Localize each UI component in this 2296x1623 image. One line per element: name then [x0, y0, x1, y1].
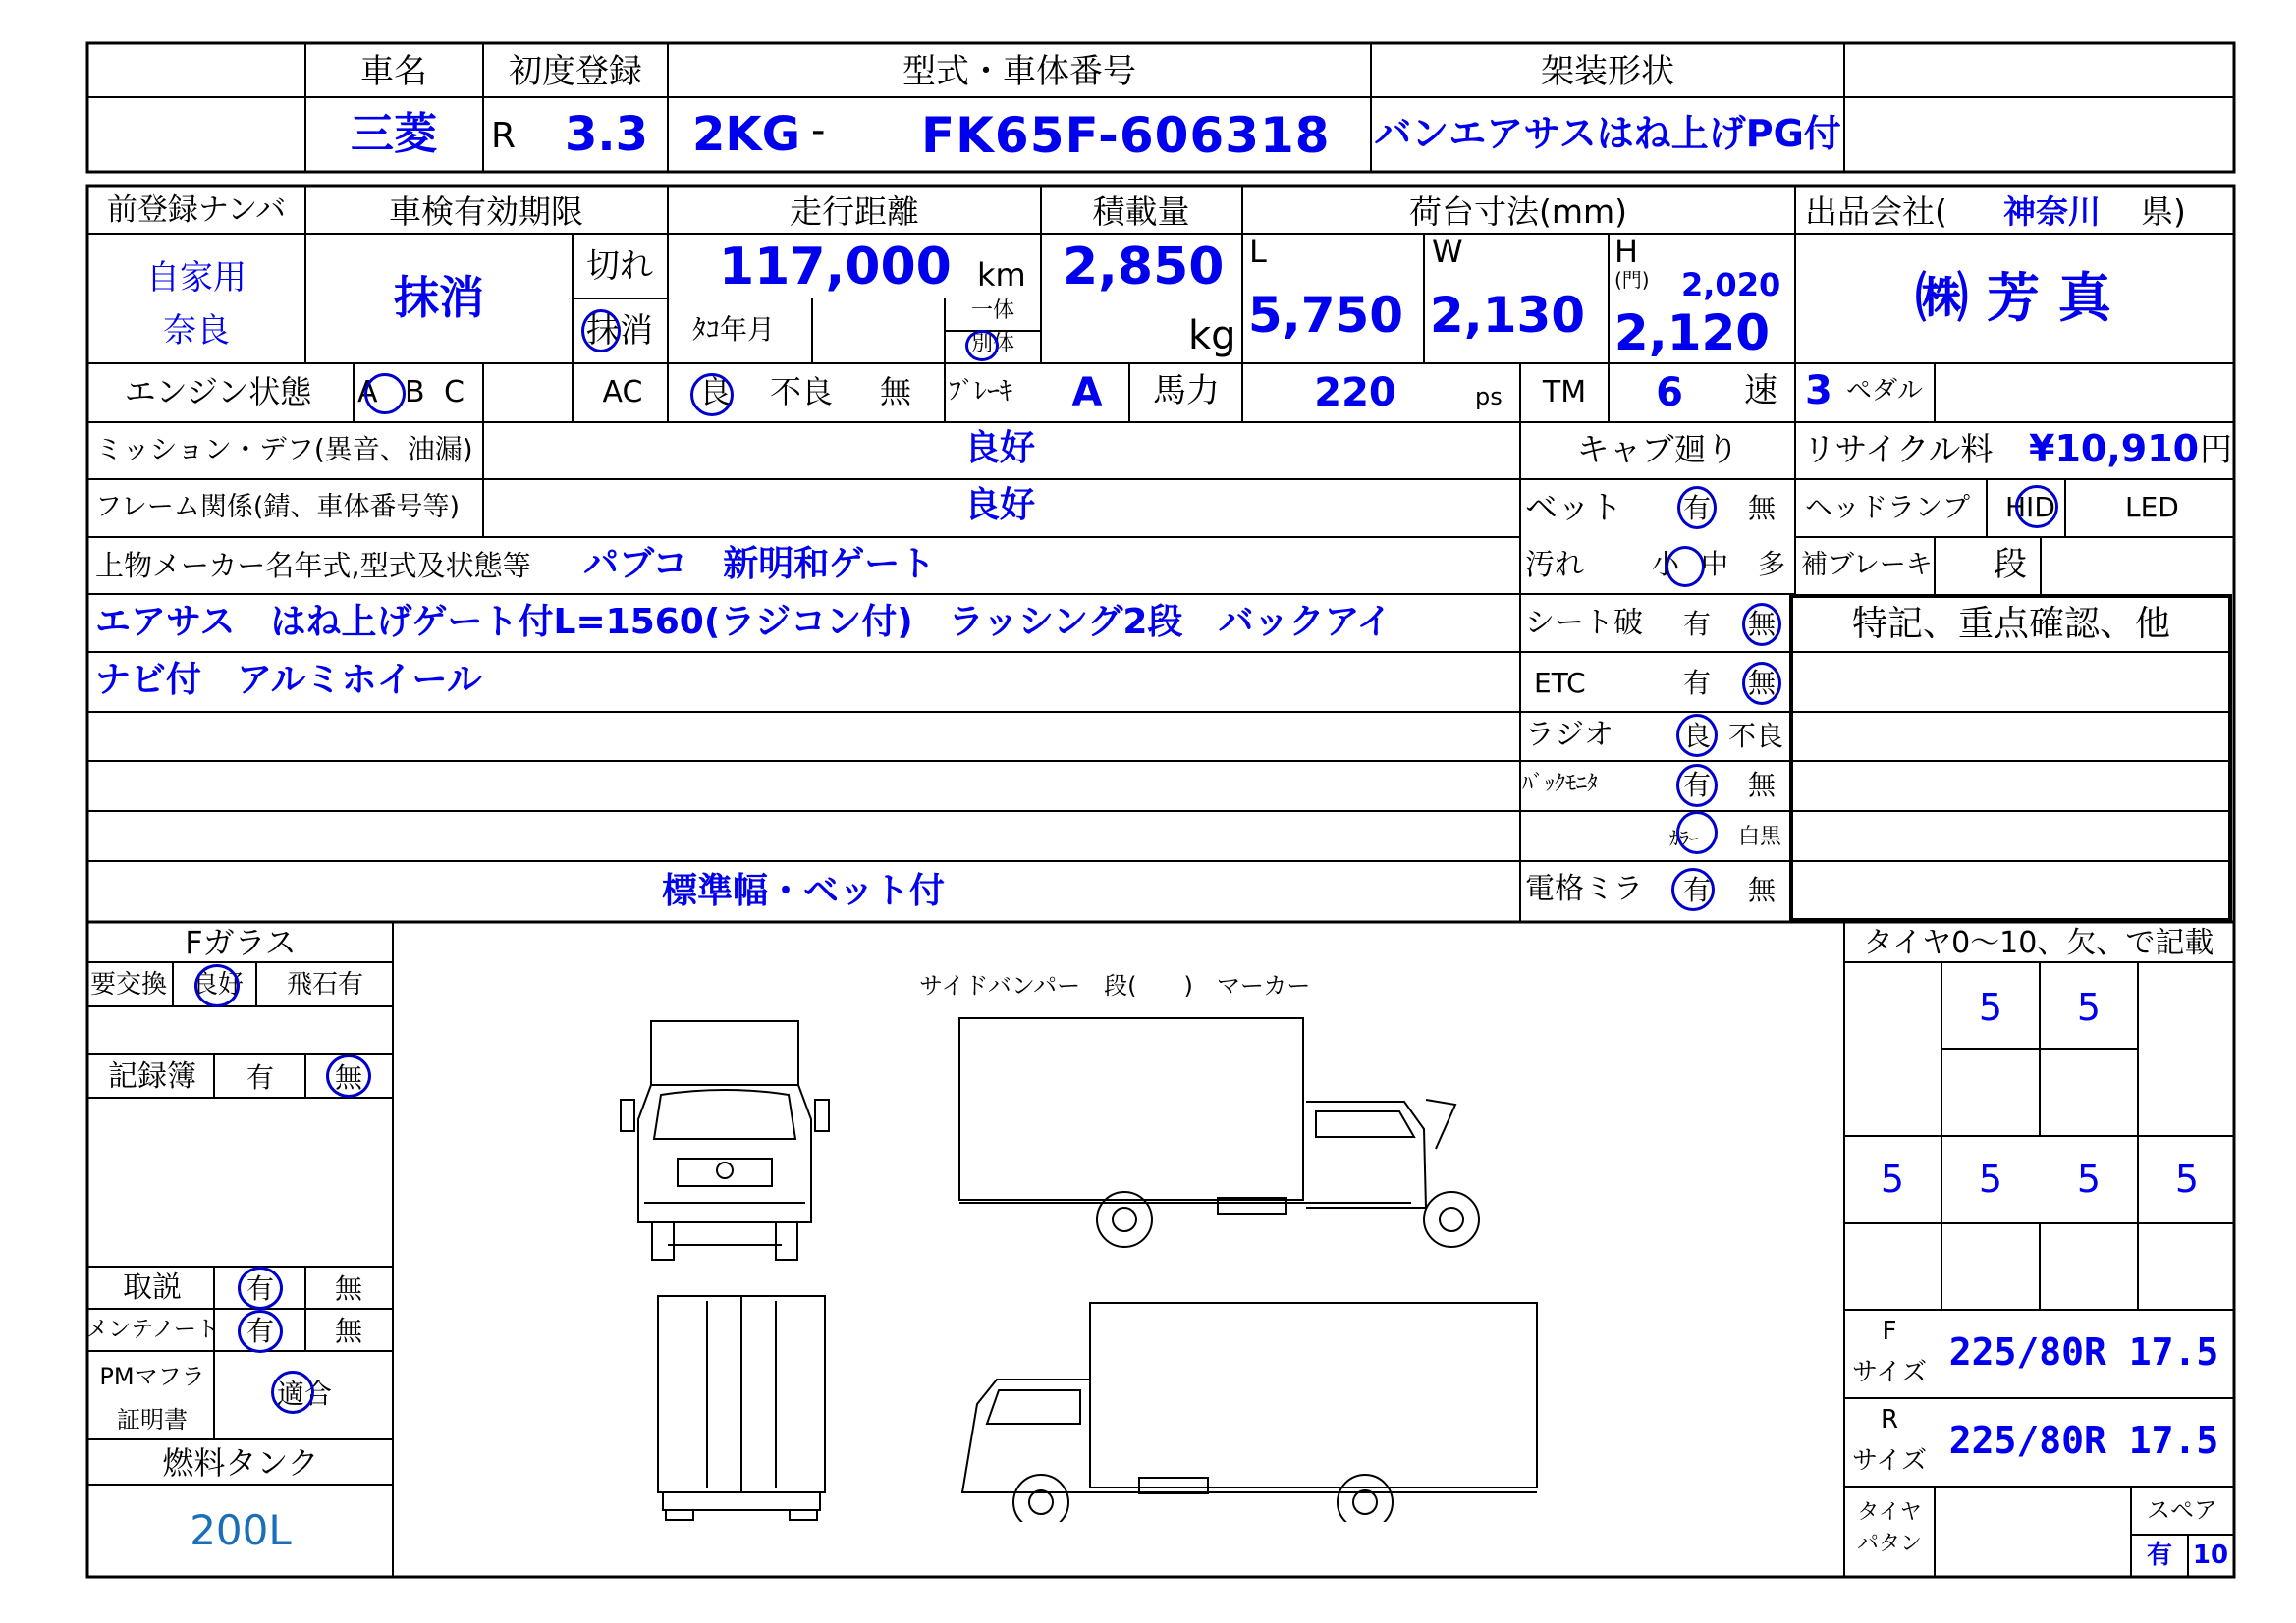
circle-mark: [364, 373, 406, 414]
hdr-model: 型式・車体番号: [902, 52, 1136, 91]
first-reg-date: 3.3: [565, 107, 649, 162]
ac-good: 良: [699, 373, 732, 410]
fglass-title: Fガラス: [185, 924, 297, 961]
hdr-dimensions: 荷台寸法(mm): [1408, 192, 1628, 231]
prefecture: 神奈川: [2003, 192, 2101, 231]
dirt-small: 小: [1652, 548, 1680, 580]
tire-rear-1: 5: [1880, 1158, 1905, 1201]
engine-a: A: [357, 375, 378, 409]
circle-mark: [271, 1371, 314, 1414]
record-yes: 有: [246, 1061, 275, 1094]
ac-label: AC: [602, 375, 643, 409]
truck-front-view: [621, 1021, 829, 1260]
radio-bad: 不良: [1728, 720, 1784, 752]
opt-expired: 切れ: [586, 246, 653, 286]
spare-yes: 有: [2146, 1541, 2173, 1570]
truck-side-view-right: [959, 1018, 1479, 1247]
circle-mark: [1677, 486, 1717, 529]
fglass-good: 良好: [192, 970, 245, 1000]
color-monitor: ｶﾗｰ: [1669, 827, 1699, 850]
manual-label: 取説: [123, 1271, 182, 1305]
circle-mark: [326, 1055, 371, 1098]
tire-front-right: 5: [2076, 986, 2102, 1029]
seat-yes: 有: [1683, 608, 1712, 640]
len-value: 5,750: [1247, 287, 1404, 344]
speed-label: 速: [1744, 371, 1777, 410]
tire-rear-2: 5: [1978, 1158, 2003, 1201]
truck-side-view-left: [962, 1303, 1537, 1522]
remarks-line-2: ナビ付 アルミホイール: [95, 660, 482, 700]
mirror-yes: 有: [1683, 874, 1712, 906]
model-dash: -: [811, 108, 826, 153]
radio-good: 良: [1683, 720, 1712, 752]
load-unit: kg: [1188, 313, 1236, 358]
circle-mark: [238, 1267, 283, 1310]
hdr-load: 積載量: [1092, 192, 1190, 231]
chassis-number: FK65F-606318: [921, 107, 1331, 164]
height-label: H: [1614, 233, 1639, 270]
circle-mark: [1671, 868, 1715, 911]
tire-title: タイヤ0～10、欠、で記載: [1863, 926, 2214, 960]
side-bumper-label: サイドバンパー 段( ) マーカー: [919, 972, 1311, 1000]
bed-yes: 有: [1683, 492, 1712, 524]
upper-value: パブコ 新明和ゲート: [583, 544, 936, 584]
backmonitor-yes: 有: [1683, 769, 1712, 801]
headlamp-hid: HID: [2005, 491, 2055, 523]
hdr-mileage: 走行距離: [790, 192, 919, 231]
circle-mark: [238, 1310, 283, 1353]
mileage-value: 117,000: [719, 238, 952, 297]
circle-mark: [690, 373, 734, 416]
pattern-label-1: タイヤ: [1857, 1500, 1922, 1525]
pm-ok: 適合: [276, 1378, 333, 1410]
truck-rear-view: [658, 1296, 825, 1520]
mirror-no: 無: [1748, 874, 1777, 906]
mirror-label: 電格ミラ: [1525, 872, 1643, 906]
etc-no: 無: [1748, 667, 1777, 699]
height-value: 2,120: [1613, 304, 1771, 361]
width-label: W: [1432, 233, 1463, 270]
inspection-status: 抹消: [394, 271, 484, 324]
mileage-unit: km: [977, 256, 1026, 294]
fuel-value: 200L: [190, 1506, 292, 1554]
hdr-maker: 車名: [360, 52, 427, 91]
frame-value: 良好: [963, 485, 1036, 525]
pref-suffix: 県): [2141, 192, 2186, 231]
aux-brake-value: 段: [1994, 545, 2027, 584]
radio-label: ラジオ: [1525, 718, 1613, 752]
headlamp-label: ヘッドランプ: [1805, 491, 1971, 523]
front-tire-size: 225/80R 17.5: [1948, 1330, 2219, 1374]
dirt-medium: 中: [1701, 548, 1729, 580]
hdr-body-type: 架装形状: [1541, 52, 1674, 91]
circle-mark: [581, 309, 621, 352]
front-size-f: F: [1882, 1317, 1897, 1346]
recycle-label: リサイクル料: [1803, 430, 1994, 468]
etc-label: ETC: [1534, 667, 1586, 699]
prev-use: 自家用: [146, 258, 246, 298]
remarks-line-1: エアサス はね上げゲート付L=1560(ラジコン付) ラッシング2段 バックアイ: [95, 602, 1393, 642]
headlamp-led: LED: [2125, 491, 2179, 523]
recycle-value: ¥10,910: [2029, 427, 2200, 470]
maker-value: 三菱: [351, 109, 437, 159]
circle-mark: [965, 330, 999, 361]
tacho-date-label: ﾀｺ年月: [692, 313, 776, 346]
rear-size-label: サイズ: [1852, 1446, 1927, 1476]
body-shape: バンエアサスはね上げPG付: [1374, 112, 1841, 155]
hp-unit: ps: [1475, 383, 1503, 410]
etc-yes: 有: [1683, 667, 1712, 699]
pm-label-1: PMマフラ: [99, 1363, 205, 1390]
circle-mark: [1666, 546, 1705, 587]
meter-separate: 別体: [970, 332, 1015, 356]
maint-no: 無: [334, 1315, 363, 1347]
fglass-replace: 要交換: [90, 970, 168, 1000]
len-label: L: [1249, 233, 1267, 270]
circle-mark: [194, 964, 240, 1007]
record-label: 記録簿: [108, 1059, 196, 1094]
frame-label: フレーム関係(錆、車体番号等): [95, 492, 460, 522]
cab-title: キャブ廻り: [1576, 430, 1739, 468]
tire-rear-4: 5: [2174, 1158, 2200, 1201]
tm-label: TM: [1542, 375, 1587, 409]
manual-no: 無: [334, 1272, 363, 1305]
maint-yes: 有: [246, 1315, 275, 1347]
width-value: 2,130: [1429, 287, 1586, 344]
gate-label: (門): [1614, 268, 1650, 292]
ac-none: 無: [880, 373, 912, 410]
tm-value: 6: [1656, 370, 1683, 415]
recycle-yen: 円: [2200, 430, 2232, 468]
backmonitor-label: ﾊﾞｯｸﾓﾆﾀ: [1522, 772, 1599, 796]
rear-tire-size: 225/80R 17.5: [1948, 1419, 2219, 1462]
record-no: 無: [334, 1061, 363, 1094]
circle-mark: [1676, 714, 1718, 757]
dirt-much: 多: [1758, 548, 1786, 580]
fglass-chip: 飛石有: [287, 970, 364, 1000]
hdr-first-reg: 初度登録: [509, 52, 642, 91]
bed-label: ベット: [1525, 488, 1622, 526]
backmonitor-no: 無: [1748, 769, 1777, 801]
seat-no: 無: [1748, 608, 1777, 640]
pattern-label-2: パタン: [1856, 1532, 1923, 1556]
manual-yes: 有: [246, 1272, 275, 1305]
spare-value: 10: [2192, 1541, 2229, 1570]
pedal-value: 3: [1805, 368, 1832, 413]
brake-value: A: [1071, 370, 1103, 415]
engine-b: B: [405, 375, 425, 409]
hdr-inspection: 車検有効期限: [389, 192, 583, 231]
front-size-label: サイズ: [1852, 1358, 1927, 1387]
mission-label: ミッション・デフ(異音、油漏): [95, 433, 473, 465]
tire-rear-3: 5: [2076, 1158, 2102, 1201]
brake-label: ﾌﾞﾚｰｷ: [949, 377, 1013, 406]
fuel-label: 燃料タンク: [162, 1444, 319, 1482]
remarks-bottom: 標準幅・ベット付: [661, 871, 946, 911]
tire-front-left: 5: [1978, 986, 2003, 1029]
mono-monitor: 白黒: [1738, 825, 1782, 849]
spare-label: スペア: [2147, 1496, 2217, 1524]
notes-title: 特記、重点確認、他: [1851, 604, 2171, 644]
upper-label: 上物メーカー名年式,型式及状態等: [95, 549, 531, 582]
truck-diagram: [609, 1011, 1591, 1522]
rear-size-r: R: [1880, 1405, 1899, 1434]
maint-label: メンテノート: [85, 1317, 219, 1342]
pm-label-2: 証明書: [117, 1406, 188, 1434]
load-value: 2,850: [1063, 238, 1225, 297]
ac-bad: 不良: [770, 373, 834, 410]
bed-no: 無: [1748, 492, 1777, 524]
meter-integrated: 一体: [970, 298, 1015, 323]
circle-mark: [1676, 811, 1718, 854]
circle-mark: [1676, 764, 1718, 807]
opt-cancelled: 抹消: [586, 311, 653, 351]
pedal-label: ペダル: [1846, 376, 1924, 406]
engine-c: C: [444, 375, 465, 409]
dirt-label: 汚れ: [1525, 548, 1584, 582]
hdr-company: 出品会社(: [1805, 192, 1947, 231]
era-letter: R: [491, 116, 517, 156]
model-prefix: 2KG: [692, 107, 800, 162]
aux-brake-label: 補ブレーキ: [1801, 550, 1933, 580]
circle-mark: [1742, 603, 1781, 646]
hp-value: 220: [1314, 370, 1396, 415]
company-name: ㈱ 芳 真: [1915, 267, 2111, 329]
circle-mark: [1742, 662, 1781, 705]
hp-label: 馬力: [1153, 371, 1220, 410]
hdr-prev-plate: 前登録ナンバ: [106, 192, 287, 228]
seat-label: シート破: [1525, 606, 1643, 640]
gate-height: 2,020: [1681, 266, 1781, 303]
circle-mark: [2015, 485, 2058, 528]
prev-area: 奈良: [163, 311, 230, 351]
mission-value: 良好: [963, 428, 1036, 468]
engine-label: エンジン状態: [124, 373, 312, 410]
